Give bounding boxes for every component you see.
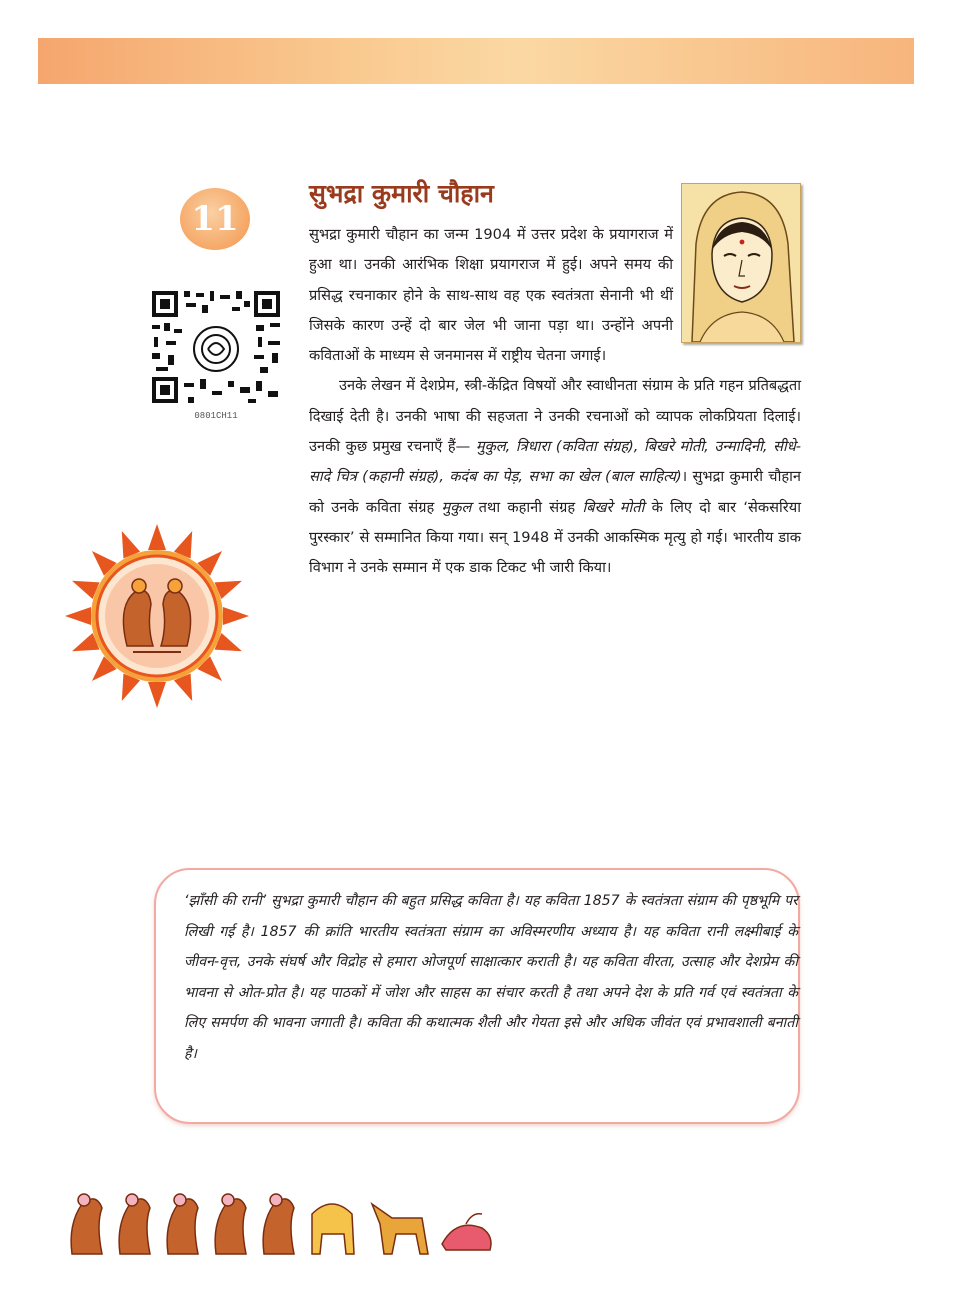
qr-code-icon[interactable] [148, 287, 284, 407]
author-name-title: सुभद्रा कुमारी चौहान [309, 179, 494, 208]
qr-caption: 0801CH11 [194, 411, 238, 421]
works-list: मुकुल, त्रिधारा (कविता संग्रह), बिखरे मोती, उन्मादिनी, सीधे-सादे चित्र (कहानी संग्रह), कदंब का पेड़, सभा का खेल (बाल साहित्य) [309, 438, 802, 486]
sun-emblem [62, 521, 252, 711]
folk-art-border [62, 1184, 502, 1264]
works-text-4: के लिए दो बार ‘सेकसरिया पुरस्कार’ से सम्मानित किया गया। सन् 1948 में उनकी आकस्मिक मृत्यु हो गई। भारतीय डाक विभाग ने उनके सम्मान में एक डाक टिकट भी जारी किया। [309, 498, 801, 577]
work-mukul: मुकुल [441, 498, 472, 516]
intro-paragraph: सुभद्रा कुमारी चौहान का जन्म 1904 में उत्तर प्रदेश के प्रयागराज में हुआ था। उनकी आरंभिक शिक्षा प्रयागराज में हुई। अपने समय की प्रसिद्ध रचनाकार होने के साथ-साथ वह एक स्वतंत्रता सेनानी भी थीं जिसके कारण उन्हें दो बार जेल भी जाना पड़ा था। उन्होंने अपनी कविताओं के माध्यम से जनमानस में राष्ट्रीय चेतना जगाई। [309, 226, 673, 365]
work-bikhre-moti: बिखरे मोती [582, 498, 645, 516]
works-text-1: उनके लेखन में देशप्रेम, स्त्री-केंद्रित विषयों और स्वाधीनता संग्राम के प्रति गहन प्रतिबद्धता दिखाई देती है। उनकी भाषा की सहजता ने उनकी रचनाओं को व्यापक लोकप्रियता दिलाई। उनकी कुछ प्रमुख रचनाएँ हैं— [309, 377, 801, 456]
works-paragraph [309, 371, 801, 583]
works-text-2: । सुभद्रा कुमारी चौहान को उनके कविता संग्रह [309, 468, 801, 516]
qr-block [148, 287, 284, 421]
note-text: ‘झाँसी की रानी’ सुभद्रा कुमारी चौहान की बहुत प्रसिद्ध कविता है। यह कविता 1857 के स्वतंत्रता संग्राम की पृष्ठभूमि पर लिखी गई है। 1857 की क्रांति भारतीय स्वतंत्रता संग्राम का अविस्मरणीय अध्याय है। यह कविता रानी लक्ष्मीबाई के जीवन-वृत्त, उनके संघर्ष और विद्रोह से हमारा ओजपूर्ण साक्षात्कार कराती है। यह कविता वीरता, उत्साह और देशप्रेम की भावना से ओत-प्रोत है। यह पाठकों में जोश और साहस का संचार करती है तथा अपने देश के प्रति गर्व एवं स्वतंत्रता के लिए समर्पण की भावना जगाती है। कविता की कथात्मक शैली और गेयता इसे और अधिक जीवंत एवं प्रभावशाली बनाती है। [184, 893, 798, 1062]
works-text-3: तथा कहानी संग्रह [471, 498, 583, 516]
chapter-number-badge: 11 [180, 188, 250, 250]
author-biography [309, 220, 801, 584]
header-band [38, 38, 914, 84]
